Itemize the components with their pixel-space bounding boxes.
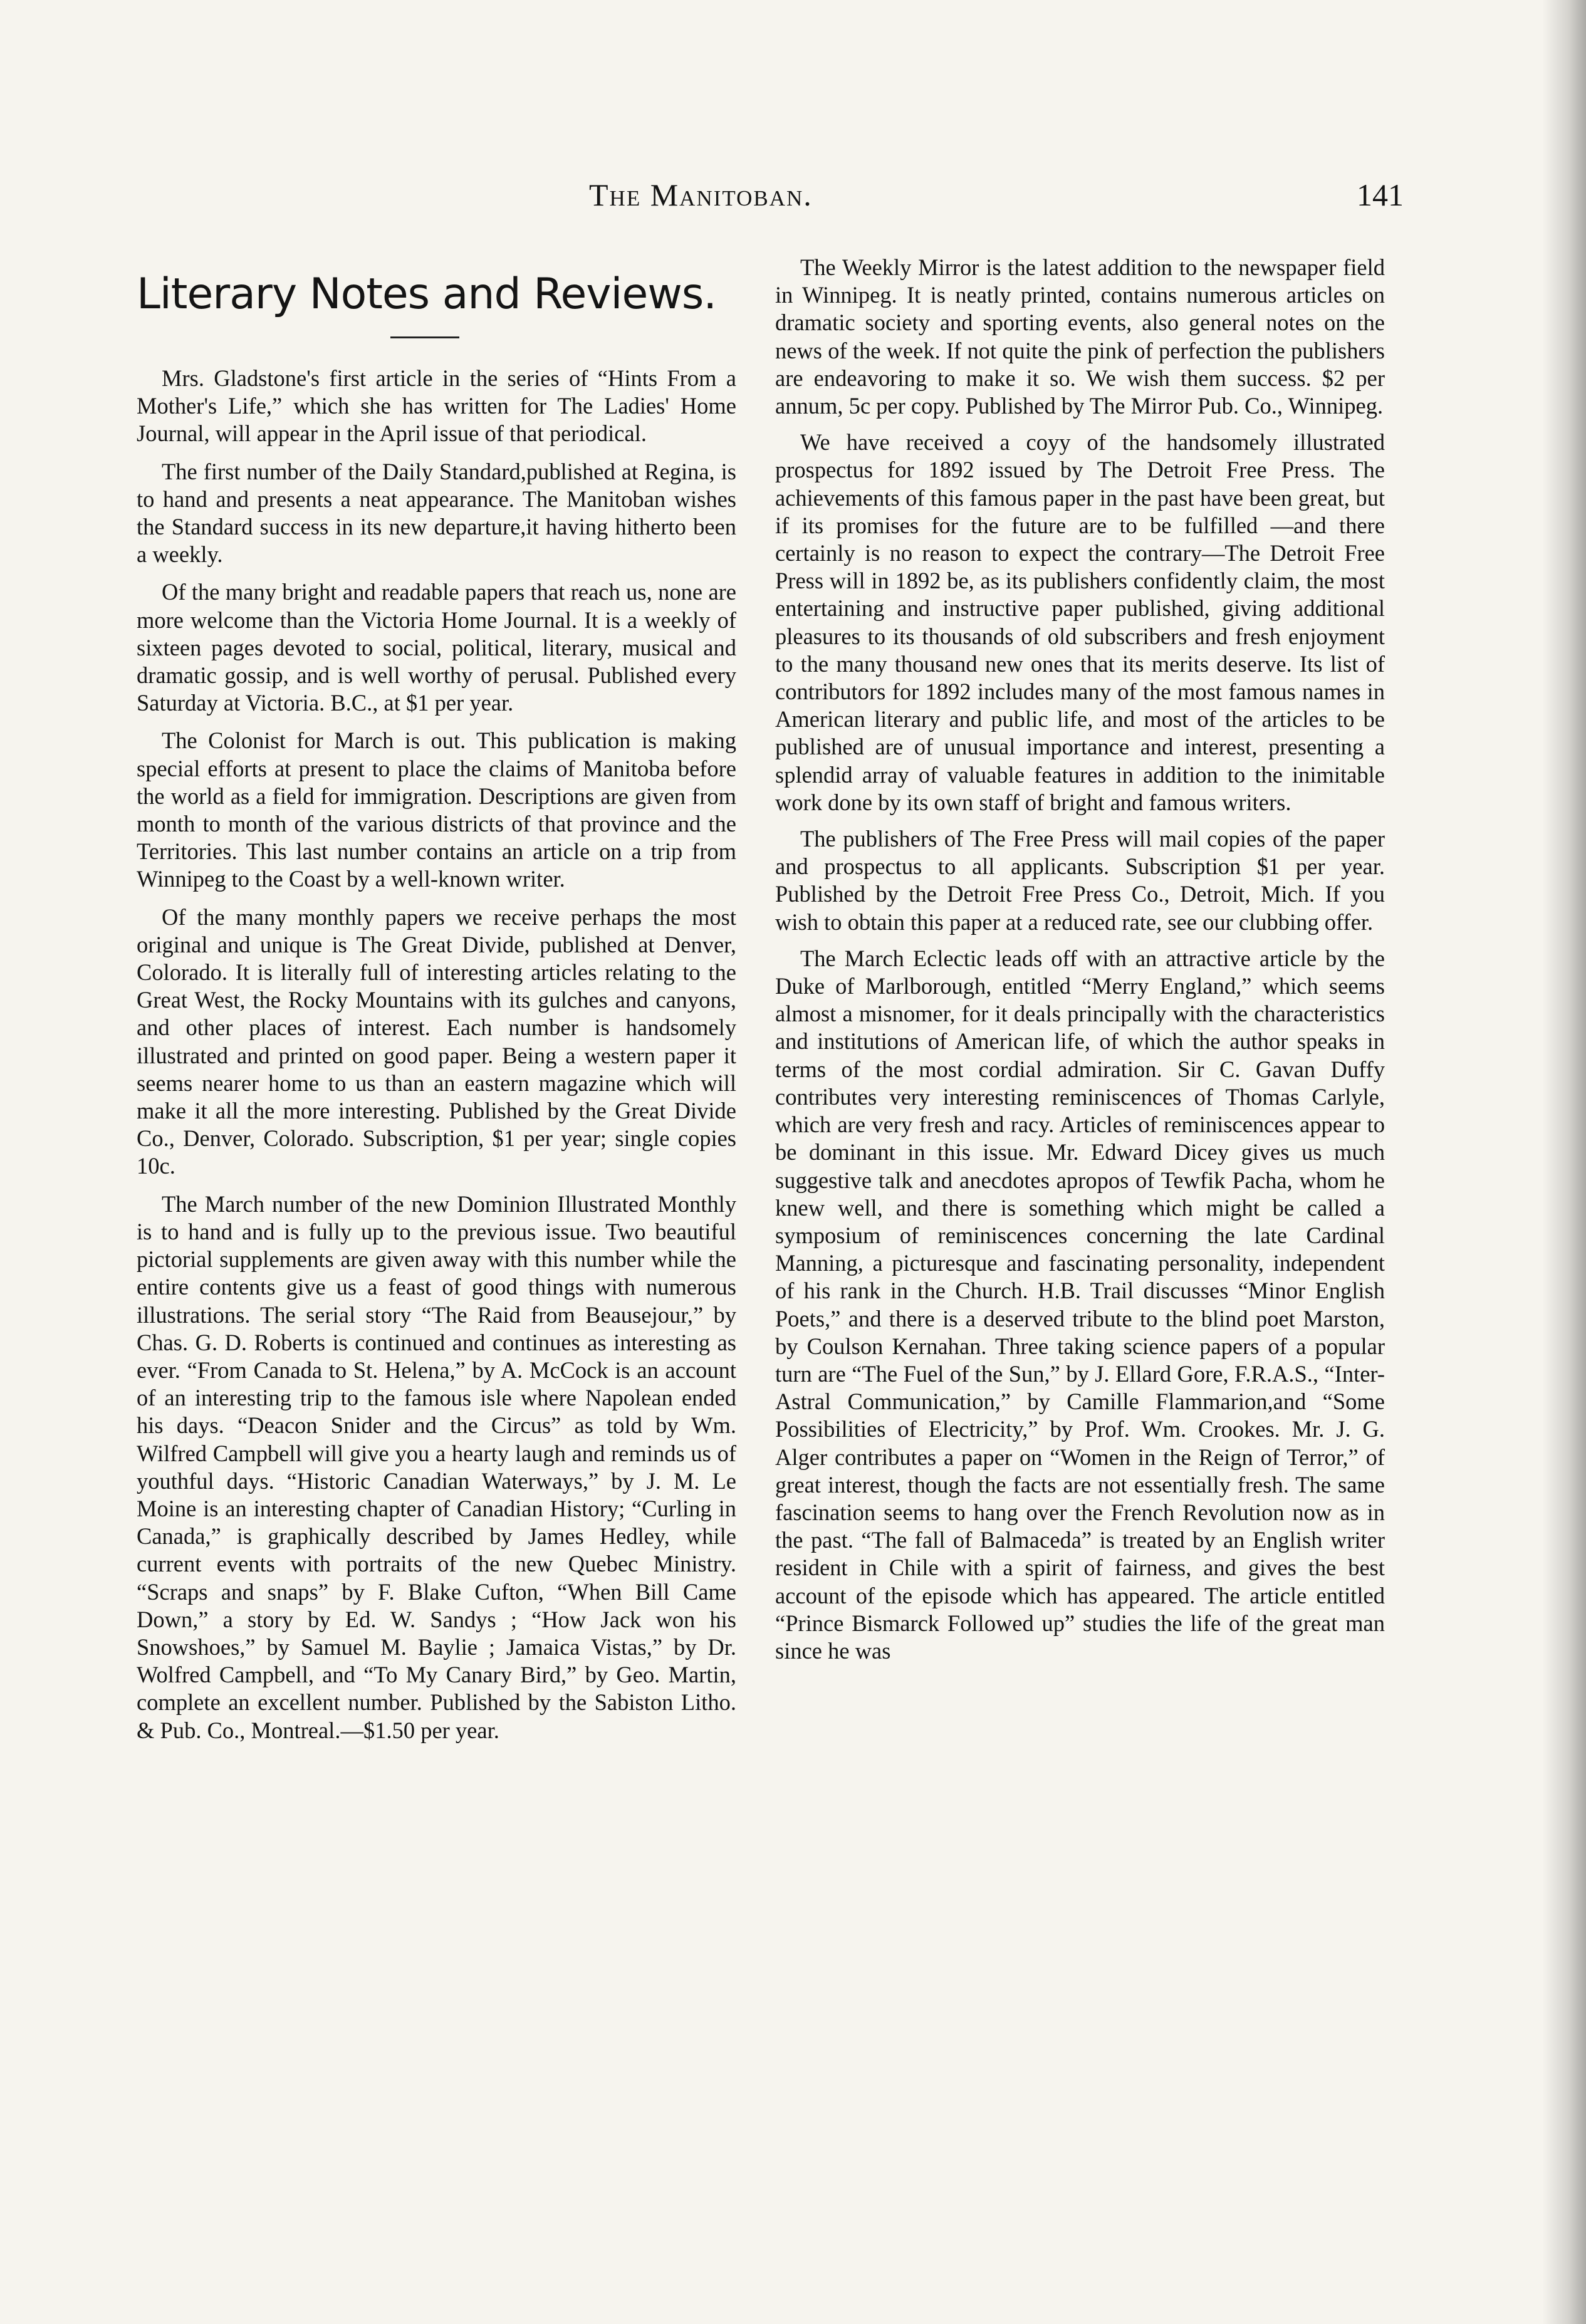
page-number: 141	[1357, 177, 1404, 212]
page-edge-shadow	[1542, 0, 1586, 2324]
paragraph-detroit-free-press: We have received a coyy of the handsomely illustrated prospectus for 1892 issued by The Detroit Free Press. The achievements of this famous paper in the past have been great, but if its promises for the future are to be fulfilled —and there certainly is no reason to expect the contrary—The Detroit Free Press will in 1892 be, as its publishers confidently claim, the most entertaining and instructive paper published, giving additional pleasures to its thousands of old subscribers and fresh enjoyment to the many thousand new ones that its merits deserve. Its list of contributors for 1892 includes many of the most famous names in American literary and public life, and most of the articles to be published are of unusual importance and interest, presenting a splendid array of valuable features in addition to the inimitable work done by its own staff of bright and famous writers.	[775, 429, 1385, 815]
paragraph-victoria-home-journal: Of the many bright and readable papers that reach us, none are more welcome than the Victoria Home Journal. It is a weekly of sixteen pages devoted to social, political, literary, musical and dramatic gossip, and is well worthy of perusal. Published every Saturday at Victoria. B.C., at $1 per year.	[137, 579, 736, 716]
paragraph-great-divide: Of the many monthly papers we receive perhaps the most original and unique is The Great Divide, published at Denver, Colorado. It is literally full of interesting articles relating to the Great West, the Rocky Mountains with its gulches and canyons, and other places of interest. Each number is handsomely illustrated and printed on good paper. Being a western paper it seems nearer home to us than an eastern magazine which will make it all the more interesting. Published by the Great Divide Co., Denver, Colorado. Subscription, $1 per year; single copies 10c.	[137, 904, 736, 1179]
paragraph-daily-standard: The first number of the Daily Standard,published at Regina, is to hand and presents a neat appearance. The Manitoban wishes the Standard success in its new departure,it having hitherto been a weekly.	[137, 458, 736, 568]
left-column	[137, 257, 736, 1754]
running-title: The Manitoban.	[589, 177, 813, 212]
right-column	[775, 254, 1385, 1674]
paragraph-gladstone: Mrs. Gladstone's first article in the series of “Hints From a Mother's Life,” which she has written for The Ladies' Home Journal, will appear in the April issue of that periodical.	[137, 365, 736, 447]
paragraph-weekly-mirror: The Weekly Mirror is the latest addition to the newspaper field in Winnipeg. It is neatly printed, contains numerous articles on dramatic society and sporting events, also general notes on the news of the week. If not quite the pink of perfection the publishers are endeavoring to make it so. We wish them success. $2 per annum, 5c per copy. Published by The Mirror Pub. Co., Winnipeg.	[775, 254, 1385, 419]
paragraph-dominion-illustrated: The March number of the new Dominion Illustrated Monthly is to hand and is fully up to the previous issue. Two beautiful pictorial supplements are given away with this number while the entire contents give us a feast of good things with numerous illustrations. The serial story “The Raid from Beausejour,” by Chas. G. D. Roberts is continued and continues as interesting as ever. “From Canada to St. Helena,” by A. McCock is an account of an interesting trip to the famous isle where Napolean ended his days. “Deacon Snider and the Circus” as told by Wm. Wilfred Campbell will give you a hearty laugh and reminds us of youthful days. “Historic Canadian Waterways,” by J. M. Le Moine is an interesting chapter of Canadian History; “Curling in Canada,” is graphically described by James Hedley, while current events with portraits of the new Quebec Ministry. “Scraps and snaps” by F. Blake Cufton, “When Bill Came Down,” a story by Ed. W. Sandys ; “How Jack won his Snowshoes,” by Samuel M. Baylie ; Jamaica Vistas,” by Dr. Wolfred Campbell, and “To My Canary Bird,” by Geo. Martin, complete an excellent number. Published by the Sabiston Litho. & Pub. Co., Montreal.—$1.50 per year.	[137, 1191, 736, 1743]
title-rule	[390, 336, 459, 338]
paragraph-colonist: The Colonist for March is out. This publication is making special efforts at present to place the claims of Manitoba before the world as a field for immigration. Descriptions are given from month to month of the various districts of that province and the Territories. This last number contains an article on a trip from Winnipeg to the Coast by a well-known writer.	[137, 727, 736, 892]
section-title: Literary Notes and Reviews.	[137, 269, 716, 319]
paragraph-free-press-subscription: The publishers of The Free Press will mail copies of the paper and prospectus to all applicants. Subscription $1 per year. Published by the Detroit Free Press Co., Detroit, Mich. If you wish to obtain this paper at a reduced rate, see our clubbing offer.	[775, 826, 1385, 935]
page-header	[589, 177, 1404, 227]
paragraph-march-eclectic: The March Eclectic leads off with an attractive article by the Duke of Marlborough, entitled “Merry England,” which seems almost a misnomer, for it deals principally with the characteristics and institutions of American life, of which the author speaks in terms of the most cordial admiration. Sir C. Gavan Duffy contributes very interesting reminiscences of Thomas Carlyle, which are very fresh and racy. Articles of reminiscences appear to be dominant in this issue. Mr. Edward Dicey gives us much suggestive talk and anecdotes apropos of Tewfik Pacha, whom he knew well, and there is something which might be called a symposium of reminiscences concerning the late Cardinal Manning, a picturesque and fascinating personality, independent of his rank in the Church. H.B. Trail discusses “Minor English Poets,” and there is a deserved tribute to the blind poet Marston, by Coulson Kernahan. Three taking science papers of a popular turn are “The Fuel of the Sun,” by J. Ellard Gore, F.R.A.S., “Inter-Astral Communication,” by Camille Flammarion,and “Some Possibilities of Electricity,” by Prof. Wm. Crookes. Mr. J. G. Alger contributes a paper on “Women in the Reign of Terror,” of great interest, though the facts are not essentially fresh. The same fascination seems to hang over the French Revolution now as in the past. “The fall of Balmaceda” is treated by an English writer resident in Chile with a spirit of fairness, and gives the best account of the episode which has appeared. The article entitled “Prince Bismarck Followed up” studies the life of the great man since he was	[775, 945, 1385, 1664]
